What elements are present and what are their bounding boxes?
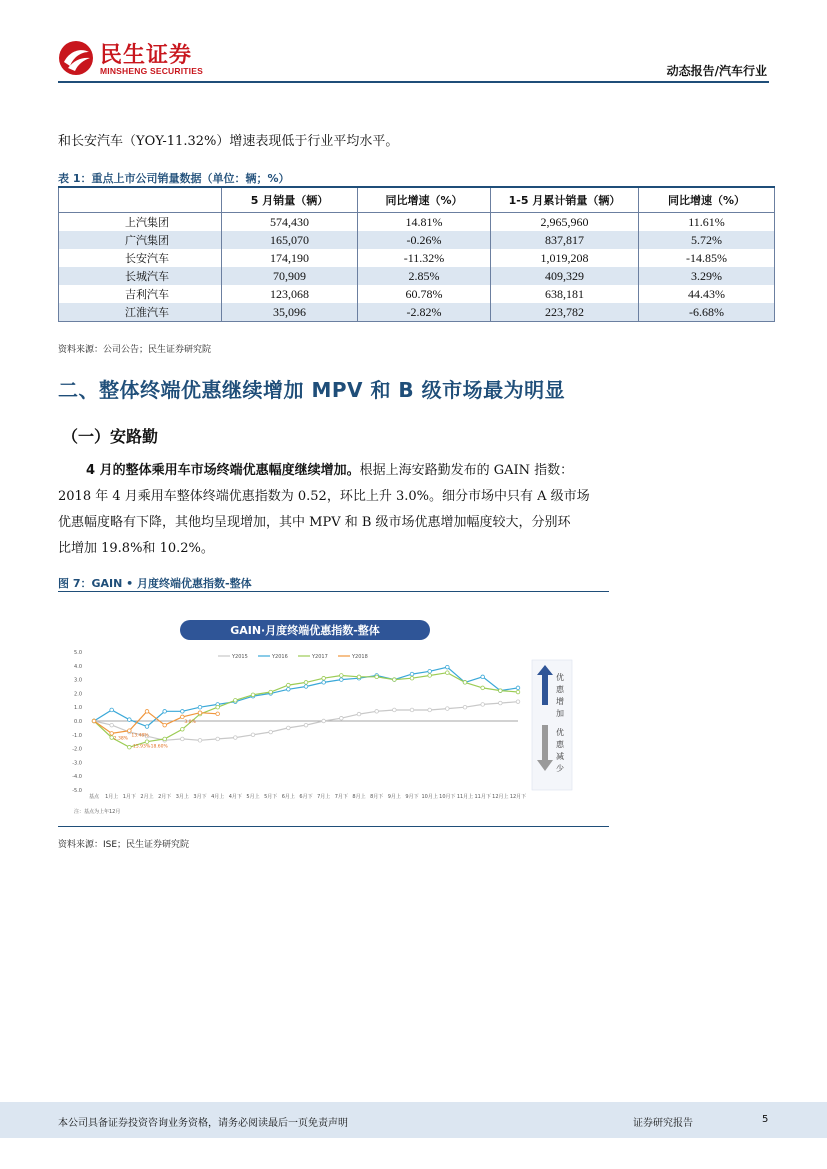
data-point	[304, 685, 308, 689]
figure-divider	[58, 826, 609, 827]
data-point	[251, 693, 255, 697]
section-title: 二、整体终端优惠继续增加 MPV 和 B 级市场最为明显	[58, 378, 566, 402]
x-tick-label: 4月下	[228, 794, 242, 800]
paragraph-line-3: 优惠幅度略有下降，其他均呈现增加，其中 MPV 和 B 级市场优惠增加幅度较大，分别环	[58, 515, 571, 530]
side-panel	[532, 660, 572, 790]
data-point	[446, 707, 450, 711]
legend-label: Y2018	[352, 654, 368, 660]
x-tick-label: 12月上	[492, 794, 509, 800]
paragraph-lead: 4 月的整体乘用车市场终端优惠幅度继续增加。	[86, 463, 360, 478]
x-tick-label: 1月下	[122, 794, 136, 800]
data-point	[446, 671, 450, 675]
table-cell: 60.78%	[358, 285, 491, 303]
data-point	[463, 705, 467, 709]
table-header: 5 月销量（辆）	[222, 187, 358, 213]
data-point	[375, 675, 379, 679]
legend-label: Y2015	[232, 654, 248, 660]
paragraph-line-4: 比增加 19.8%和 10.2%。	[58, 541, 214, 556]
table-row	[59, 231, 775, 249]
brand-name-en: MINSHENG SECURITIES	[100, 66, 203, 76]
data-point	[463, 681, 467, 685]
x-tick-label: 3月下	[193, 794, 207, 800]
table-row	[59, 303, 775, 322]
table-header	[59, 187, 222, 213]
data-point	[128, 729, 132, 733]
data-label: 13.48%	[131, 733, 149, 739]
data-point	[110, 732, 114, 736]
table-cell: 1,019,208	[491, 249, 639, 267]
table-cell: 江淮汽车	[59, 303, 222, 322]
y-tick-label: 2.0	[74, 691, 82, 698]
x-tick-label: 11月下	[474, 794, 491, 800]
table-header: 同比增速（%）	[358, 187, 491, 213]
data-label: 2.38%	[113, 736, 128, 742]
y-tick-label: -1.0	[72, 732, 82, 739]
data-point	[410, 676, 414, 680]
x-tick-label: 8月下	[370, 794, 384, 800]
paragraph-line-1	[86, 458, 573, 484]
table-cell: 11.61%	[639, 213, 775, 232]
paragraph-text: 根据上海安路勤发布的 GAIN 指数：	[359, 463, 574, 478]
x-tick-label: 5月上	[246, 794, 260, 800]
data-label: -18.60%	[149, 744, 168, 750]
data-point	[198, 739, 202, 743]
data-point	[145, 740, 149, 744]
table-cell: 长安汽车	[59, 249, 222, 267]
data-point	[110, 708, 114, 712]
y-tick-label: -5.0	[72, 788, 82, 794]
data-point	[181, 715, 185, 719]
data-point	[128, 718, 132, 722]
x-tick-label: 5月下	[264, 794, 278, 800]
data-point	[393, 708, 397, 712]
x-tick-label: 6月下	[299, 794, 313, 800]
side-label-down: 减	[556, 752, 564, 761]
table-header-row	[59, 187, 775, 213]
y-tick-label: 4.0	[74, 663, 82, 670]
side-label-up: 加	[556, 709, 564, 718]
y-tick-label: 5.0	[74, 650, 82, 656]
data-point	[375, 710, 379, 714]
figure7-source: 资料来源：ISE；民生证券研究院	[58, 840, 190, 850]
table-cell: 2,965,960	[491, 213, 639, 232]
table-cell: 409,329	[491, 267, 639, 285]
table-cell: 2.85%	[358, 267, 491, 285]
page-number: 5	[762, 1114, 769, 1125]
x-tick-label: 10月上	[421, 794, 438, 800]
x-tick-label: 12月下	[509, 794, 527, 800]
data-point	[499, 701, 503, 705]
y-tick-label: -4.0	[72, 774, 82, 781]
table-cell: 广汽集团	[59, 231, 222, 249]
x-tick-label: 4月上	[211, 794, 225, 800]
chart-note: 注：基点为上年12月	[74, 809, 121, 815]
table-cell: 123,068	[222, 285, 358, 303]
minsheng-logo-icon	[58, 40, 94, 76]
y-tick-label: -2.0	[72, 746, 82, 753]
table-cell: 574,430	[222, 213, 358, 232]
data-point	[234, 699, 238, 703]
y-tick-label: -3.0	[72, 760, 82, 767]
data-point	[216, 712, 220, 716]
table-row	[59, 249, 775, 267]
data-point	[428, 674, 432, 678]
caption-divider	[58, 591, 609, 592]
x-tick-label: 7月上	[317, 794, 331, 800]
x-tick-label: 8月上	[352, 794, 366, 800]
table-row	[59, 267, 775, 285]
data-point	[110, 723, 114, 727]
table-cell: -11.32%	[358, 249, 491, 267]
table-cell: 44.43%	[639, 285, 775, 303]
side-label-down: 惠	[556, 740, 564, 749]
data-point	[446, 665, 450, 669]
data-point	[481, 686, 485, 690]
table1-source: 资料来源：公司公告；民生证券研究院	[58, 345, 212, 355]
data-point	[216, 737, 220, 741]
brand-name: 民生证券	[100, 43, 193, 68]
data-point	[357, 712, 361, 716]
paragraph-line-2: 2018 年 4 月乘用车整体终端优惠指数为 0.52，环比上升 3.0%。细分市场中只有 A 级市场	[58, 489, 590, 504]
data-point	[340, 716, 344, 720]
x-tick-label: 9月上	[387, 794, 401, 800]
side-label-up: 优	[556, 673, 564, 682]
x-tick-label: 11月上	[456, 794, 474, 800]
data-point	[163, 737, 167, 741]
data-label: 3.0%	[184, 719, 196, 725]
data-point	[287, 726, 291, 730]
footer-disclaimer: 本公司具备证券投资咨询业务资格，请务必阅读最后一页免责声明	[58, 1118, 348, 1129]
x-tick-label: 1月上	[105, 794, 119, 800]
figure7-caption: 图 7：GAIN • 月度终端优惠指数-整体	[58, 577, 252, 590]
data-point	[251, 733, 255, 737]
data-point	[357, 675, 361, 679]
data-point	[287, 687, 291, 691]
data-label: -15.93%	[131, 744, 151, 750]
data-point	[410, 708, 414, 712]
data-point	[340, 674, 344, 678]
data-point	[304, 723, 308, 727]
side-label-up: 惠	[556, 685, 564, 694]
table-cell: 638,181	[491, 285, 639, 303]
data-point	[481, 675, 485, 679]
table-cell: 35,096	[222, 303, 358, 322]
data-point	[428, 708, 432, 712]
table-cell: -2.82%	[358, 303, 491, 322]
data-point	[181, 710, 185, 714]
x-tick-label: 10月下	[439, 794, 456, 800]
data-point	[516, 690, 520, 694]
table-header: 同比增速（%）	[639, 187, 775, 213]
subsection-title: （一）安路勤	[62, 427, 159, 446]
side-label-down: 优	[556, 728, 564, 737]
gain-index-chart	[58, 605, 609, 825]
data-point	[322, 676, 326, 680]
data-point	[287, 683, 291, 687]
x-tick-label: 6月上	[281, 794, 295, 800]
table-cell: -0.26%	[358, 231, 491, 249]
y-tick-label: 3.0	[74, 677, 82, 684]
table1-caption: 表 1：重点上市公司销量数据（单位：辆；%）	[58, 172, 290, 185]
data-point	[322, 681, 326, 685]
data-point	[181, 727, 185, 731]
x-tick-label: 9月下	[405, 794, 419, 800]
data-point	[322, 719, 326, 723]
data-point	[163, 710, 167, 714]
data-point	[198, 711, 202, 715]
x-tick-label: 3月上	[175, 794, 189, 800]
data-point	[145, 710, 149, 714]
data-point	[269, 690, 273, 694]
legend-label: Y2017	[312, 654, 328, 660]
data-point	[216, 705, 220, 709]
x-tick-label: 2月下	[158, 794, 172, 800]
data-point	[181, 737, 185, 741]
y-tick-label: 0.0	[74, 719, 82, 725]
intro-line: 和长安汽车（YOY-11.32%）增速表现低于行业平均水平。	[58, 134, 399, 149]
table-row	[59, 285, 775, 303]
table-cell: 长城汽车	[59, 267, 222, 285]
data-point	[234, 736, 238, 740]
table-cell: -6.68%	[639, 303, 775, 322]
y-tick-label: 1.0	[74, 705, 82, 712]
table-cell: 上汽集团	[59, 213, 222, 232]
report-type: 动态报告/汽车行业	[666, 64, 767, 78]
table-cell: 837,817	[491, 231, 639, 249]
legend-label: Y2016	[272, 654, 288, 660]
table-cell: 5.72%	[639, 231, 775, 249]
chart-title: GAIN·月度终端优惠指数-整体	[230, 624, 380, 637]
data-point	[92, 719, 96, 723]
data-point	[198, 705, 202, 709]
x-tick-label: 2月上	[140, 794, 154, 800]
x-tick-label: 基点	[88, 794, 100, 800]
table-header: 1-5 月累计销量（辆）	[491, 187, 639, 213]
side-label-up: 增	[556, 697, 564, 706]
side-label-down: 少	[556, 764, 564, 773]
data-point	[410, 672, 414, 676]
x-tick-label: 7月下	[334, 794, 348, 800]
table-cell: 174,190	[222, 249, 358, 267]
data-point	[304, 681, 308, 685]
data-point	[269, 730, 273, 734]
sales-table	[58, 186, 775, 322]
table-cell: 3.29%	[639, 267, 775, 285]
data-point	[163, 723, 167, 727]
table-cell: 14.81%	[358, 213, 491, 232]
data-point	[393, 678, 397, 682]
table-row	[59, 213, 775, 232]
data-point	[145, 725, 149, 729]
data-point	[481, 703, 485, 707]
table-cell: 吉利汽车	[59, 285, 222, 303]
table-cell: 165,070	[222, 231, 358, 249]
data-point	[516, 700, 520, 704]
table-cell: 70,909	[222, 267, 358, 285]
footer-label: 证券研究报告	[633, 1118, 693, 1129]
header-divider	[58, 81, 769, 83]
table-cell: 223,782	[491, 303, 639, 322]
data-point	[499, 689, 503, 693]
data-point	[516, 686, 520, 690]
data-point	[428, 670, 432, 674]
table-cell: -14.85%	[639, 249, 775, 267]
data-point	[340, 678, 344, 682]
